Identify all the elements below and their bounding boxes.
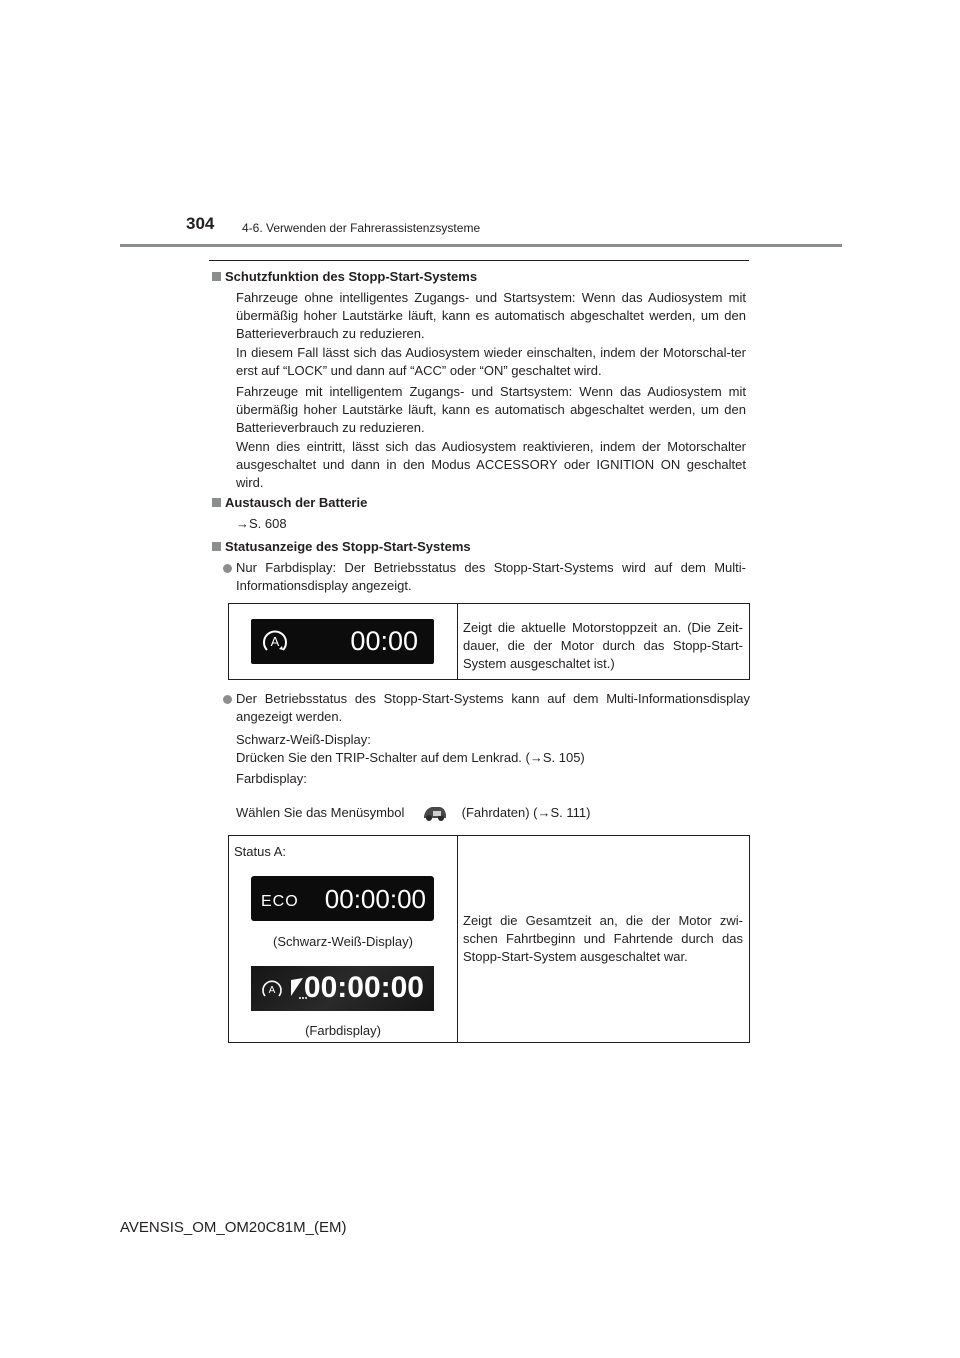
status-description-cell: [458, 836, 750, 1043]
status-a-table: [228, 835, 750, 1043]
section-heading-protection: Schutzfunktion des Stopp-Start-Systems: [212, 268, 477, 286]
page-number: 304: [186, 214, 215, 233]
motor-stop-time-table: [228, 603, 750, 680]
document-code: AVENSIS_OM_OM20C81M_(EM): [120, 1219, 347, 1236]
status-label: Status A:: [234, 844, 287, 859]
paragraph: Fahrzeuge mit intelligentem Zugangs- und Startsystem: Wenn das Audiosystem mit übermäßig hoher Lautstärke läuft, kann es automatisch abgeschaltet werden, um den Batterieverbrauch zu reduzieren.: [236, 384, 746, 435]
content-divider: [209, 260, 749, 261]
bw-display-label: Schwarz-Weiß-Display:: [236, 732, 371, 747]
page-reference[interactable]: →S. 608: [236, 516, 287, 531]
round-bullet-icon: [223, 695, 232, 704]
color-status-display: [251, 966, 434, 1011]
motor-stop-time: 00:00: [350, 626, 418, 656]
header-divider: [120, 244, 842, 247]
section-heading-battery: Austausch der Batterie: [212, 494, 367, 512]
paragraph: Fahrzeuge ohne intelligentes Zugangs- und Startsystem: Wenn das Audiosystem mit übermäßig hoher Lautstärke läuft, kann es automatisch abgeschaltet werden, um den Batterieverbrauch zu reduzieren.: [236, 290, 746, 341]
svg-text:A: A: [268, 985, 276, 996]
stop-start-a-icon: [258, 624, 292, 658]
motor-stop-description: Zeigt die aktuelle Motorstoppzeit an. (Die Zeit-dauer, die der Motor durch das Stopp-Start-System ausgeschaltet ist.): [463, 620, 743, 671]
square-bullet-icon: [212, 498, 221, 507]
color-display-label: Farbdisplay:: [236, 771, 307, 786]
section-heading-status: Statusanzeige des Stopp-Start-Systems: [212, 538, 471, 556]
bw-display-instruction: Drücken Sie den TRIP-Schalter auf dem Lenkrad. (→S. 105): [236, 750, 585, 765]
svg-text:A: A: [270, 634, 280, 649]
status-displays-cell: [229, 836, 458, 1043]
status-description: Zeigt die Gesamtzeit an, die der Motor zwi-schen Fahrtbeginn und Fahrtende durch das Stopp-Start-System ausgeschaltet war.: [463, 913, 743, 964]
color-display-instruction: Wählen Sie das Menüsymbol (Fahrdaten) (→S. 111): [236, 802, 590, 822]
paragraph: In diesem Fall lässt sich das Audiosystem wieder einschalten, indem der Motorschal-ter erst auf “LOCK” und dann auf “ACC” oder “ON” geschaltet wird.: [236, 345, 746, 378]
round-bullet-icon: [223, 564, 232, 573]
chapter-title: 4-6. Verwenden der Fahrerassistenzsysteme: [242, 221, 481, 235]
color-status-time: 00:00:00: [303, 971, 424, 1004]
display-cell: [229, 604, 458, 680]
bw-status-display: [251, 876, 434, 921]
paragraph: Wenn dies eintritt, lässt sich das Audiosystem reaktivieren, indem der Motorschalter ausgeschaltet und dann in den Modus ACCESSORY oder IGNITION ON geschaltet wird.: [236, 439, 746, 490]
stop-start-a-icon: [259, 976, 285, 1002]
motor-stop-display: [251, 619, 434, 664]
bw-display-caption: (Schwarz-Weiß-Display): [273, 934, 413, 949]
square-bullet-icon: [212, 542, 221, 551]
eco-label: ECO: [261, 893, 299, 910]
color-display-caption: (Farbdisplay): [305, 1023, 381, 1038]
trip-data-icon: [422, 802, 448, 822]
bullet-text: Der Betriebsstatus des Stopp-Start-Systems kann auf dem Multi-Informationsdisplay angezeigt werden.: [236, 691, 750, 724]
bw-status-time: 00:00:00: [324, 884, 426, 914]
description-cell: [458, 604, 750, 680]
square-bullet-icon: [212, 272, 221, 281]
bullet-text: Nur Farbdisplay: Der Betriebsstatus des Stopp-Start-Systems wird auf dem Multi-Informationsdisplay angezeigt.: [236, 560, 746, 593]
